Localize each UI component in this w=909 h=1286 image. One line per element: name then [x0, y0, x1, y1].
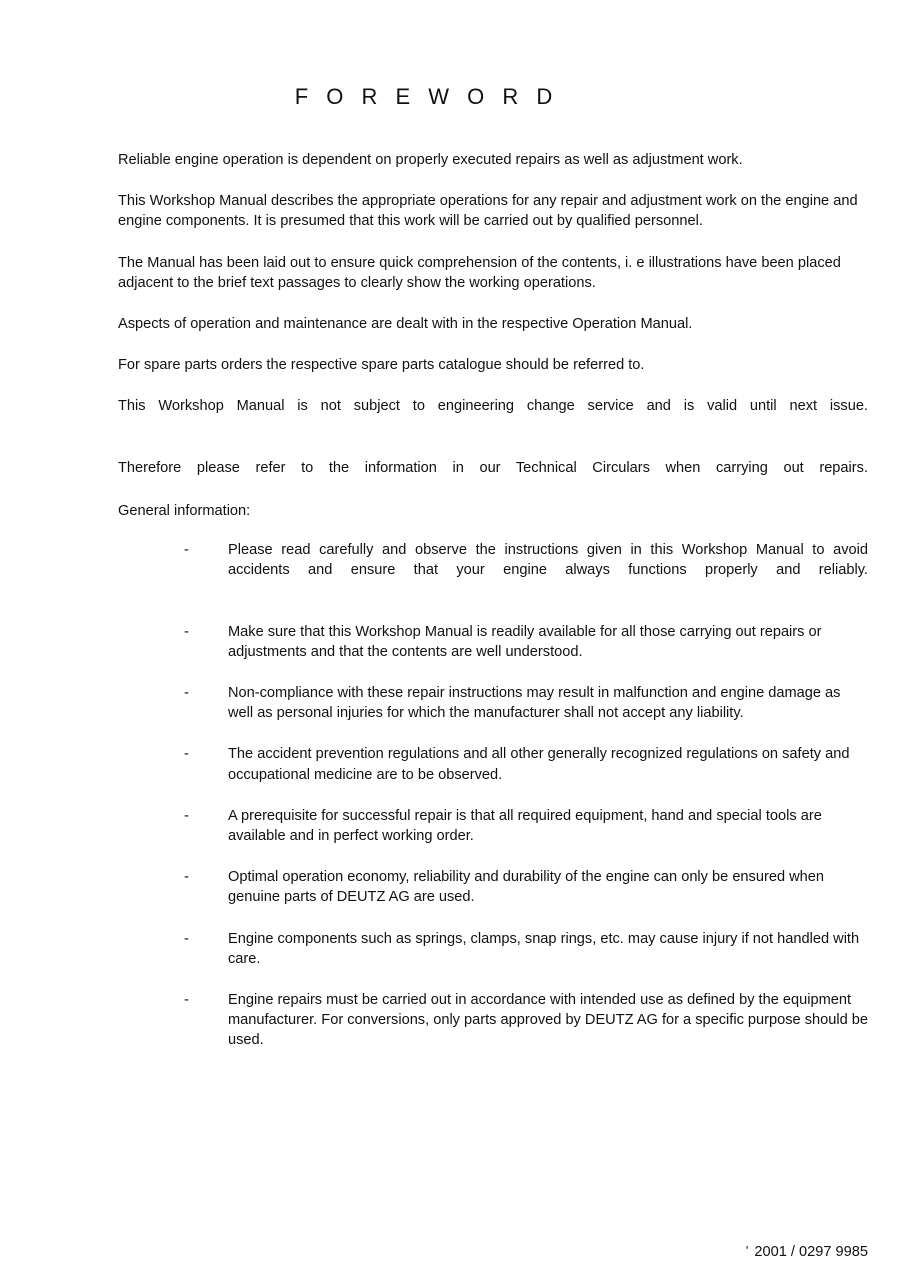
list-item-text: Engine components such as springs, clamps, snap rings, etc. may cause injury if not handled with care. — [228, 930, 860, 967]
list-item — [184, 540, 868, 601]
list-item — [184, 990, 868, 1051]
bullet-dash-icon: - — [184, 542, 189, 558]
paragraph-5: For spare parts orders the respective spare parts catalogue should be referred to. — [118, 357, 645, 374]
list-item — [184, 622, 868, 662]
paragraph-2: This Workshop Manual describes the appropriate operations for any repair and adjustment work on the engine and engine components. It is presumed that this work will be carried out by qualified personnel. — [118, 193, 858, 230]
paragraph-3: The Manual has been laid out to ensure quick comprehension of the contents, i. e illustrations have been placed adjacent to the brief text passages to clearly show the working operations. — [118, 254, 841, 291]
footer-reference-number: 2001 / 0297 9985 — [754, 1244, 868, 1260]
copyright-icon: ' — [745, 1243, 749, 1258]
list-item-text: The accident prevention regulations and all other generally recognized regulations on safety and occupational medicine are to be observed. — [228, 746, 850, 783]
list-item — [184, 683, 868, 723]
list-item-text: Make sure that this Workshop Manual is readily available for all those carrying out repairs or adjustments and that the contents are well understood. — [228, 623, 822, 660]
paragraph-7: Therefore please refer to the information in our Technical Circulars when carrying out repairs. — [118, 459, 868, 476]
foreword-body — [118, 150, 868, 519]
page-footer — [0, 1225, 868, 1279]
bullet-dash-icon: - — [184, 869, 189, 886]
list-item-text: Please read carefully and observe the instructions given in this Workshop Manual to avoid accidents and ensure that your engine always functions properly and reliably. — [228, 542, 868, 579]
bullet-dash-icon: - — [184, 807, 189, 824]
list-item-text: Non-compliance with these repair instructions may result in malfunction and engine damage as well as personal injuries for which the manufacturer shall not accept any liability. — [228, 685, 841, 722]
bullet-dash-icon: - — [184, 746, 189, 763]
bullet-dash-icon: - — [184, 685, 189, 702]
list-item-text: Optimal operation economy, reliability and durability of the engine can only be ensured when genuine parts of DEUTZ AG are used. — [228, 869, 824, 906]
bullet-dash-icon: - — [184, 623, 189, 640]
paragraph-6: This Workshop Manual is not subject to engineering change service and is valid until next issue. — [118, 398, 868, 415]
page-title: F O R E W O R D — [294, 84, 559, 109]
list-item — [184, 929, 868, 969]
paragraph-1: Reliable engine operation is dependent on properly executed repairs as well as adjustment work. — [118, 152, 743, 168]
list-item — [184, 806, 868, 846]
list-item — [184, 744, 868, 784]
bullet-dash-icon: - — [184, 992, 189, 1009]
list-item-text: Engine repairs must be carried out in accordance with intended use as defined by the equipment manufacturer. For conversions, only parts approved by DEUTZ AG for a specific purpose should be used. — [228, 992, 869, 1049]
general-information-label: General information: — [118, 503, 251, 519]
list-item — [184, 867, 868, 907]
general-information-list — [184, 540, 868, 1051]
paragraph-4: Aspects of operation and maintenance are dealt with in the respective Operation Manual. — [118, 316, 693, 333]
bullet-dash-icon: - — [184, 930, 189, 947]
list-item-text: A prerequisite for successful repair is that all required equipment, hand and special tools are available and in perfect working order. — [228, 807, 822, 845]
